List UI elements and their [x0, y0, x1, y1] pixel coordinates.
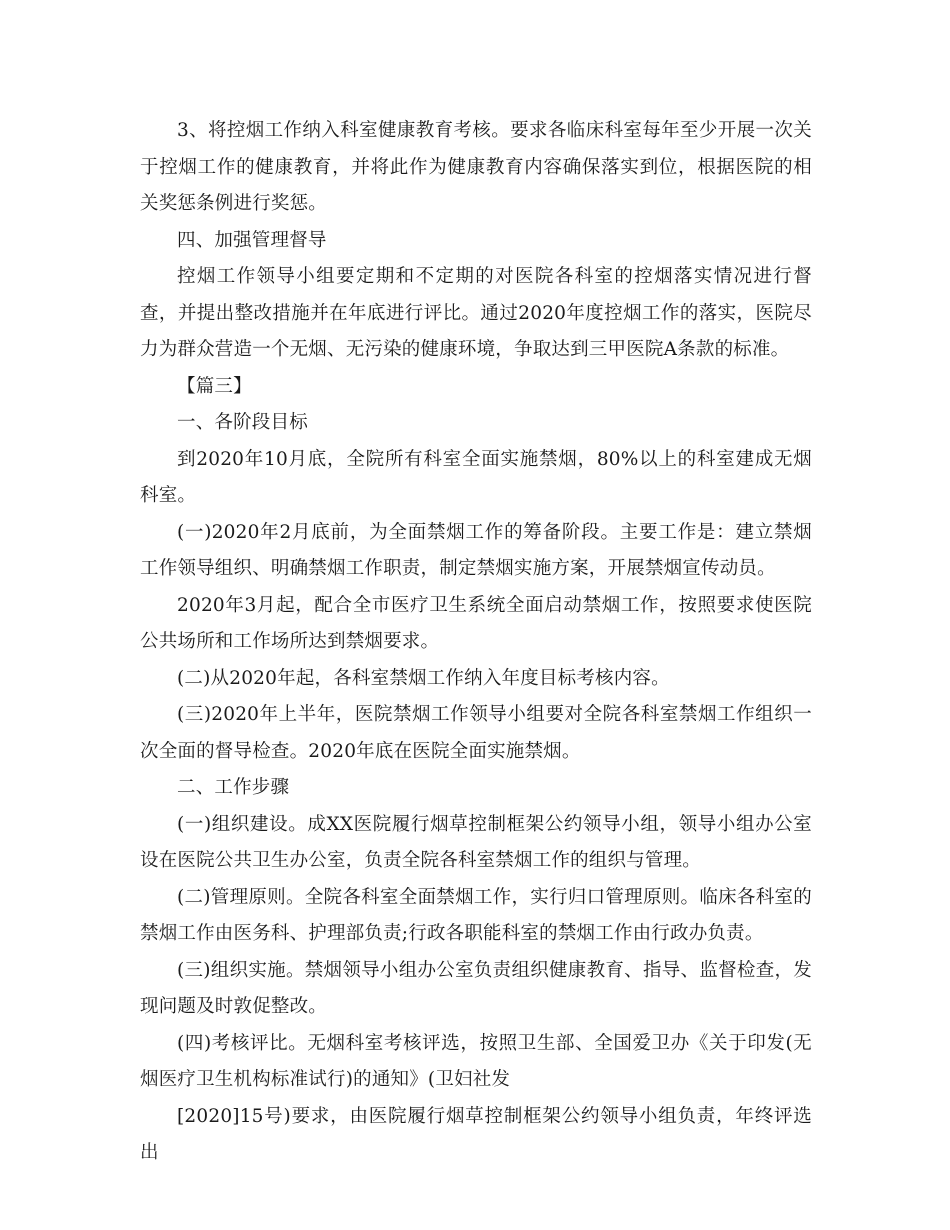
paragraph-stage-three: (三)2020年上半年，医院禁烟工作领导小组要对全院各科室禁烟工作组织一次全面的督导检查。2020年底在医院全面实施禁烟。 — [140, 704, 812, 762]
document-body — [140, 113, 812, 1172]
heading-stage-goals: 一、各阶段目标 — [177, 412, 308, 433]
paragraph-stage-one: (一)2020年2月底前，为全面禁烟工作的筹备阶段。主要工作是：建立禁烟工作领导组织、明确禁烟工作职责，制定禁烟实施方案，开展禁烟宣传动员。 — [140, 521, 812, 579]
paragraph-evaluation-continued: [2020]15号)要求，由医院履行烟草控制框架公约领导小组负责，年终评选出 — [140, 1105, 812, 1163]
heading-management-supervision: 四、加强管理督导 — [177, 229, 327, 251]
heading-work-steps: 二、工作步骤 — [177, 777, 290, 798]
paragraph-evaluation: (四)考核评比。无烟科室考核评选，按照卫生部、全国爱卫办《关于印发(无烟医疗卫生机构标准试行)的通知》(卫妇社发 — [140, 1032, 812, 1090]
heading-part-three: 【篇三】 — [177, 375, 252, 397]
paragraph-stage-two: (二)从2020年起，各科室禁烟工作纳入年度目标考核内容。 — [177, 667, 670, 689]
paragraph-march-start: 2020年3月起，配合全市医疗卫生系统全面启动禁烟工作，按照要求使医院公共场所和工作场所达到禁烟要求。 — [140, 594, 812, 652]
paragraph-goal-summary: 到2020年10月底，全院所有科室全面实施禁烟，80%以上的科室建成无烟科室。 — [140, 448, 812, 506]
paragraph-management-principle: (二)管理原则。全院各科室全面禁烟工作，实行归口管理原则。临床各科室的禁烟工作由医务科、护理部负责;行政各职能科室的禁烟工作由行政办负责。 — [140, 886, 812, 944]
paragraph-implementation: (三)组织实施。禁烟领导小组办公室负责组织健康教育、指导、监督检查，发现问题及时敦促整改。 — [140, 959, 812, 1017]
paragraph-smoke-control-assessment: 3、将控烟工作纳入科室健康教育考核。要求各临床科室每年至少开展一次关于控烟工作的健康教育，并将此作为健康教育内容确保落实到位，根据医院的相关奖惩条例进行奖惩。 — [140, 120, 812, 214]
paragraph-organization: (一)组织建设。成XX医院履行烟草控制框架公约领导小组，领导小组办公室设在医院公共卫生办公室，负责全院各科室禁烟工作的组织与管理。 — [140, 813, 812, 871]
paragraph-supervision-details: 控烟工作领导小组要定期和不定期的对医院各科室的控烟落实情况进行督查，并提出整改措施并在年底进行评比。通过2020年度控烟工作的落实，医院尽力为群众营造一个无烟、无污染的健康环境，争取达到三甲医院A条款的标准。 — [140, 266, 812, 360]
